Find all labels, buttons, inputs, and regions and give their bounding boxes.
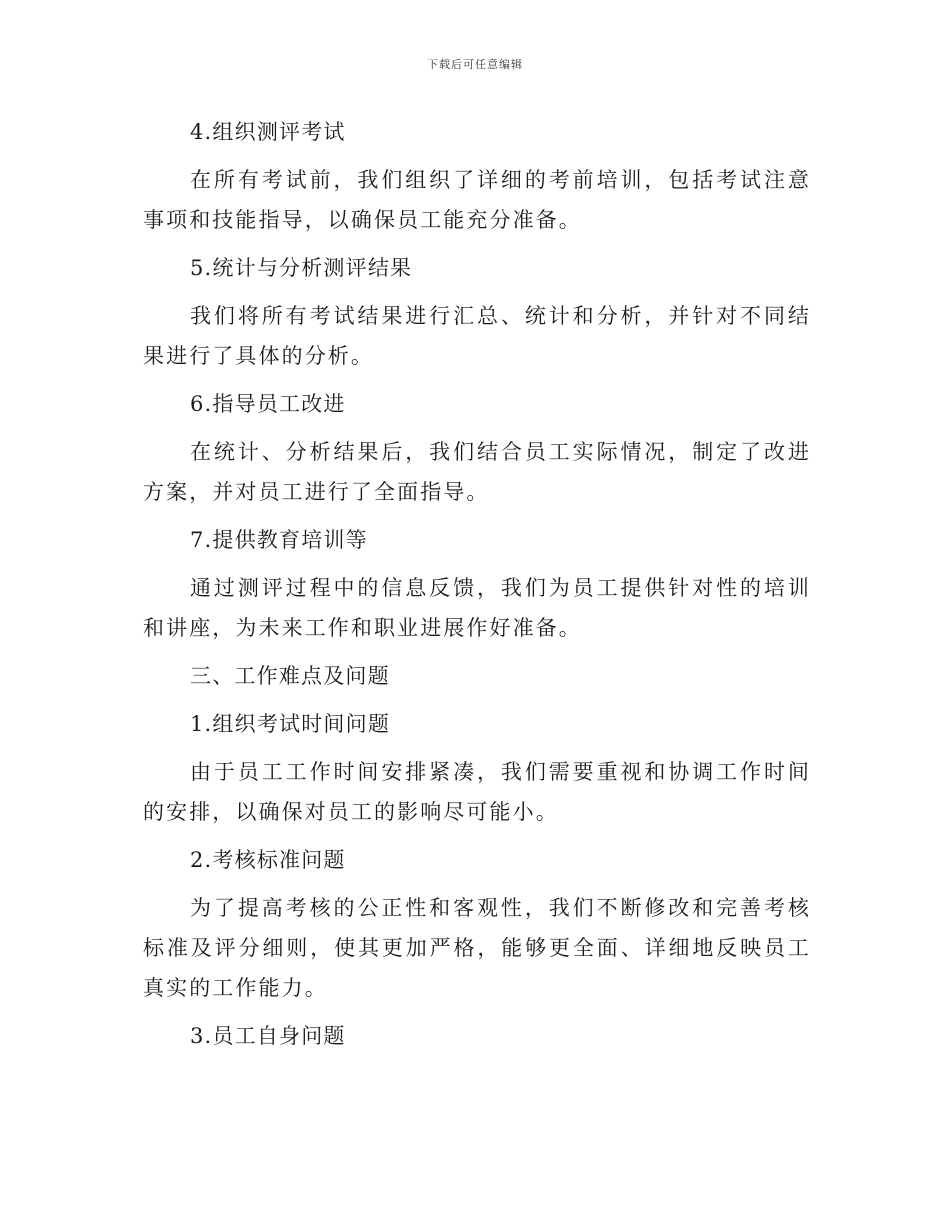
section-heading-employee-issues: 3.员工自身问题 [190, 1024, 346, 1048]
document-body [143, 112, 811, 1064]
section-heading-training: 7.提供教育培训等 [190, 528, 368, 552]
paragraph-standards: 为了提高考核的公正性和客观性，我们不断修改和完善考核标准及评分细则，使其更加严格，能够更全面、详细地反映员工真实的工作能力。 [143, 896, 811, 1000]
section-heading-exam-organization: 4.组织测评考试 [190, 120, 346, 144]
paragraph-statistics: 我们将所有考试结果进行汇总、统计和分析，并针对不同结果进行了具体的分析。 [143, 304, 811, 368]
section-heading-statistics: 5.统计与分析测评结果 [190, 256, 413, 280]
chapter-heading-difficulties: 三、工作难点及问题 [190, 664, 390, 688]
paragraph-training: 通过测评过程中的信息反馈，我们为员工提供针对性的培训和讲座，为未来工作和职业进展作好准备。 [143, 576, 811, 640]
paragraph-exam-time: 由于员工工作时间安排紧凑，我们需要重视和协调工作时间的安排，以确保对员工的影响尽可能小。 [143, 760, 811, 824]
section-heading-exam-time: 1.组织考试时间问题 [190, 712, 391, 736]
page-header: 下载后可任意编辑 [427, 58, 523, 71]
section-heading-guidance: 6.指导员工改进 [190, 392, 346, 416]
paragraph-exam-training: 在所有考试前，我们组织了详细的考前培训，包括考试注意事项和技能指导，以确保员工能充分准备。 [143, 168, 811, 232]
section-heading-standards: 2.考核标准问题 [190, 848, 346, 872]
paragraph-guidance: 在统计、分析结果后，我们结合员工实际情况，制定了改进方案，并对员工进行了全面指导。 [143, 440, 811, 504]
